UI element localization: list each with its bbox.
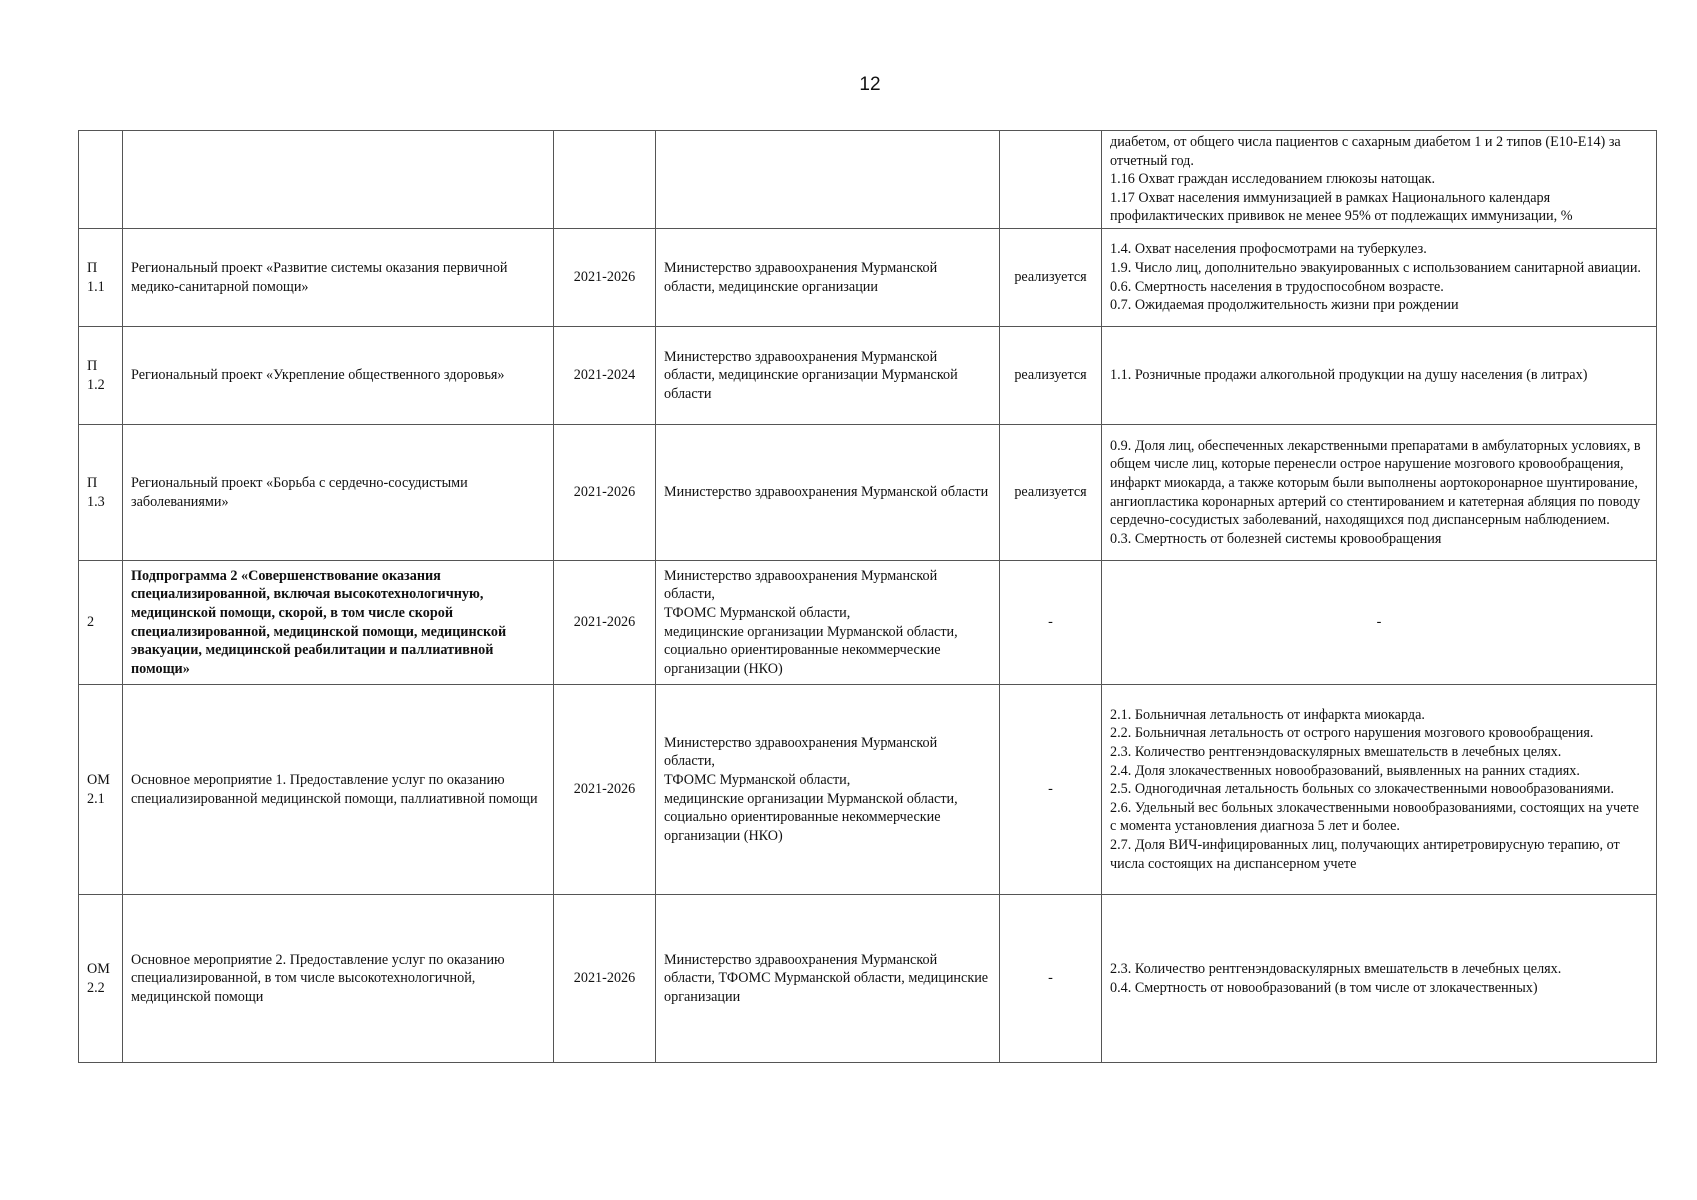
- implementation-status: -: [1000, 685, 1102, 895]
- indicator-item: 2.5. Одногодичная летальность больных со злокачественными новообразованиями.: [1110, 781, 1615, 798]
- activity-name: [123, 131, 554, 229]
- row-number: [79, 131, 123, 229]
- page-number: 12: [859, 74, 881, 95]
- indicator-item: 0.9. Доля лиц, обеспеченных лекарственными препаратами в амбулаторных условиях, в общем числе лиц, которые перенесли острое нарушение мозгового кровообращения, инфаркт миокарда, а также которым были выполнены аортокоронарное шунтирование, ангиопластика коронарных артерий со стентированием и катетерная абляция по поводу сердечно-сосудистых заболеваний, находящихся под диспансерным наблюдением.: [1110, 437, 1641, 529]
- implementation-status: -: [1000, 895, 1102, 1063]
- implementation-period: 2021-2026: [554, 425, 656, 561]
- row-number: П 1.3: [79, 425, 123, 561]
- program-activities-table: [78, 130, 1657, 1063]
- responsible-executor: [656, 131, 1000, 229]
- responsible-executor: Министерство здравоохранения Мурманской области, ТФОМС Мурманской области, медицинские организации Мурманской области, социально ориентированные некоммерческие организации (НКО): [656, 561, 1000, 685]
- indicators-cell: [1102, 561, 1657, 685]
- indicator-item: 1.9. Число лиц, дополнительно эвакуированных с использованием санитарной авиации.: [1110, 259, 1641, 276]
- indicators-cell: [1102, 685, 1657, 895]
- implementation-status: реализуется: [1000, 229, 1102, 327]
- indicator-item: 1.16 Охват граждан исследованием глюкозы натощак.: [1110, 171, 1436, 188]
- indicators-cell: [1102, 327, 1657, 425]
- table-row: [79, 561, 1657, 685]
- indicator-item: 2.7. Доля ВИЧ-инфицированных лиц, получающих антиретровирусную терапию, от числа состоящих на диспансерном учете: [1110, 836, 1620, 872]
- indicator-item: 2.1. Больничная летальность от инфаркта миокарда.: [1110, 706, 1425, 723]
- responsible-executor: Министерство здравоохранения Мурманской области: [656, 425, 1000, 561]
- activity-name: Основное мероприятие 2. Предоставление услуг по оказанию специализированной, в том числе высокотехнологичной, медицинской помощи: [123, 895, 554, 1063]
- indicator-item: 0.7. Ожидаемая продолжительность жизни при рождении: [1110, 297, 1459, 314]
- indicator-item: диабетом, от общего числа пациентов с сахарным диабетом 1 и 2 типов (E10-E14) за отчетный год.: [1110, 134, 1621, 169]
- row-number: П 1.2: [79, 327, 123, 425]
- indicator-item: 2.3. Количество рентгенэндоваскулярных вмешательств в лечебных целях.: [1110, 960, 1562, 977]
- implementation-status: -: [1000, 561, 1102, 685]
- indicator-item: 2.4. Доля злокачественных новообразований, выявленных на ранних стадиях.: [1110, 762, 1580, 779]
- implementation-status: реализуется: [1000, 327, 1102, 425]
- indicator-item: -: [1376, 614, 1382, 631]
- indicator-item: 2.6. Удельный вес больных злокачественными новообразованиями, состоящих на учете с момента установления диагноза 5 лет и более.: [1110, 799, 1639, 835]
- table-row: [79, 685, 1657, 895]
- table-row: [79, 895, 1657, 1063]
- indicator-item: 0.4. Смертность от новообразований (в том числе от злокачественных): [1110, 979, 1538, 996]
- subprogram-name: Подпрограмма 2 «Совершенствование оказания специализированной, включая высокотехнологичную, медицинской помощи, скорой, в том числе скорой специализированной, медицинской помощи, медицинской эвакуации, медицинской реабилитации и паллиативной помощи»: [123, 561, 554, 685]
- indicator-item: 1.4. Охват населения профосмотрами на туберкулез.: [1110, 241, 1427, 258]
- implementation-period: 2021-2026: [554, 895, 656, 1063]
- indicator-item: 2.3. Количество рентгенэндоваскулярных вмешательств в лечебных целях.: [1110, 744, 1562, 761]
- indicator-item: 0.3. Смертность от болезней системы кровообращения: [1110, 530, 1442, 547]
- row-number: 2: [79, 561, 123, 685]
- activity-name: Основное мероприятие 1. Предоставление услуг по оказанию специализированной медицинской помощи, паллиативной помощи: [123, 685, 554, 895]
- responsible-executor: Министерство здравоохранения Мурманской области, медицинские организации: [656, 229, 1000, 327]
- row-number: П 1.1: [79, 229, 123, 327]
- table-row: [79, 327, 1657, 425]
- indicators-cell: [1102, 131, 1657, 229]
- table-row: [79, 229, 1657, 327]
- indicator-item: 1.1. Розничные продажи алкогольной продукции на душу населения (в литрах): [1110, 367, 1588, 384]
- indicators-cell: [1102, 895, 1657, 1063]
- indicator-item: 1.17 Охват населения иммунизацией в рамках Национального календаря профилактических прививок не менее 95% от подлежащих иммунизации, %: [1110, 189, 1573, 225]
- indicator-item: 0.6. Смертность населения в трудоспособном возрасте.: [1110, 278, 1444, 295]
- row-number: ОМ 2.1: [79, 685, 123, 895]
- implementation-period: [554, 131, 656, 229]
- indicators-cell: [1102, 229, 1657, 327]
- implementation-period: 2021-2026: [554, 685, 656, 895]
- table-row: [79, 131, 1657, 229]
- activity-name: Региональный проект «Развитие системы оказания первичной медико-санитарной помощи»: [123, 229, 554, 327]
- row-number: ОМ 2.2: [79, 895, 123, 1063]
- implementation-status: реализуется: [1000, 425, 1102, 561]
- indicator-item: 2.2. Больничная летальность от острого нарушения мозгового кровообращения.: [1110, 725, 1594, 742]
- indicators-cell: [1102, 425, 1657, 561]
- table-row: [79, 425, 1657, 561]
- responsible-executor: Министерство здравоохранения Мурманской области, ТФОМС Мурманской области, медицинские организации: [656, 895, 1000, 1063]
- implementation-period: 2021-2026: [554, 561, 656, 685]
- implementation-status: [1000, 131, 1102, 229]
- implementation-period: 2021-2026: [554, 229, 656, 327]
- implementation-period: 2021-2024: [554, 327, 656, 425]
- responsible-executor: Министерство здравоохранения Мурманской области, ТФОМС Мурманской области, медицинские организации Мурманской области, социально ориентированные некоммерческие организации (НКО): [656, 685, 1000, 895]
- activity-name: Региональный проект «Борьба с сердечно-сосудистыми заболеваниями»: [123, 425, 554, 561]
- responsible-executor: Министерство здравоохранения Мурманской области, медицинские организации Мурманской области: [656, 327, 1000, 425]
- activity-name: Региональный проект «Укрепление общественного здоровья»: [123, 327, 554, 425]
